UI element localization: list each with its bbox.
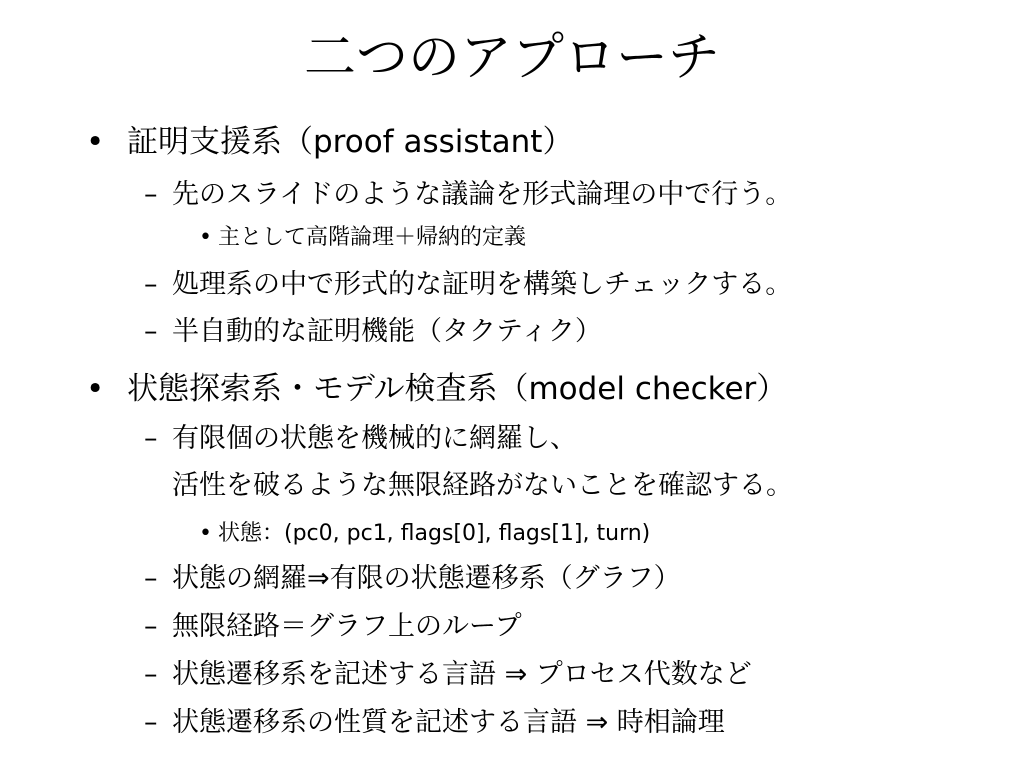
sub-sub-bullet-higher-order-logic: 主として高階論理＋帰納的定義 <box>218 225 527 250</box>
sub-bullet-formal-logic: 先のスライドのような議論を形式論理の中で行う。 <box>172 179 793 210</box>
bullet-dash-icon: – <box>144 611 158 642</box>
sub-bullet-state-graph: 状態の網羅⇒有限の状態遷移系（グラフ） <box>172 563 681 594</box>
sub-bullet-build-and-check: 処理系の中で形式的な証明を構築しチェックする。 <box>172 269 793 300</box>
sub-sub-bullet-state-tuple: 状態：(pc0, pc1, flags[0], flags[1], turn) <box>218 521 651 546</box>
bullet-proof-assistant: 証明支援系（proof assistant） <box>127 124 574 160</box>
sub-bullet-process-algebra: 状態遷移系を記述する言語 ⇒ プロセス代数など <box>172 659 752 690</box>
bullet-dot-icon: • <box>86 124 105 160</box>
sub-bullet-continuation-liveness: 活性を破るような無限経路がないことを確認する。 <box>172 470 793 501</box>
sub-bullet-enumerate-states: 有限個の状態を機械的に網羅し、 <box>172 423 577 454</box>
bullet-dash-icon: – <box>144 269 158 300</box>
slide-title: 二つのアプローチ <box>303 28 720 88</box>
bullet-dash-icon: – <box>144 659 158 690</box>
bullet-dash-icon: – <box>144 707 158 738</box>
sub-bullet-infinite-path-loop: 無限経路＝グラフ上のループ <box>172 611 522 642</box>
bullet-model-checker: 状態探索系・モデル検査系（model checker） <box>127 371 788 407</box>
bullet-dash-icon: – <box>144 179 158 210</box>
sub-bullet-tactics: 半自動的な証明機能（タクティク） <box>172 316 602 347</box>
sub-bullet-temporal-logic: 状態遷移系の性質を記述する言語 ⇒ 時相論理 <box>172 707 725 738</box>
bullet-dot-icon: • <box>199 521 212 546</box>
bullet-dash-icon: – <box>144 316 158 347</box>
bullet-dot-icon: • <box>199 225 212 250</box>
bullet-dot-icon: • <box>86 371 105 407</box>
bullet-dash-icon: – <box>144 423 158 454</box>
bullet-dash-icon: – <box>144 563 158 594</box>
